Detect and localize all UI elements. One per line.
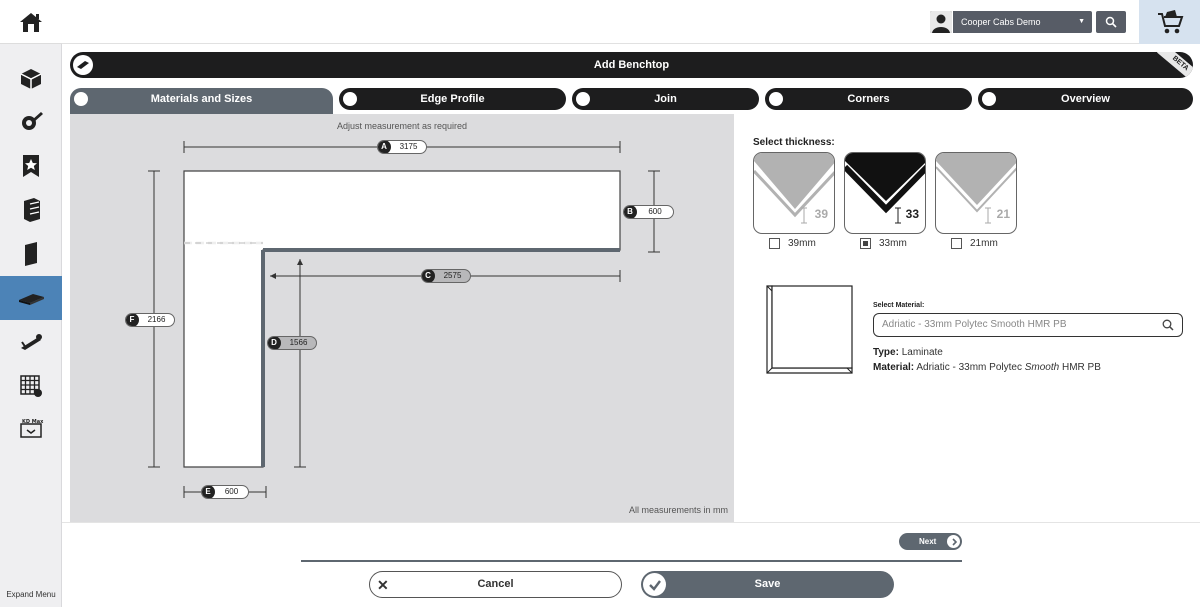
- top-header: [62, 0, 1200, 44]
- sidebar-item-benchtops[interactable]: [0, 276, 62, 320]
- sidebar-item-box[interactable]: [0, 56, 62, 100]
- close-icon: ✕: [377, 577, 389, 593]
- next-label: Next: [919, 537, 937, 546]
- thickness-option-39[interactable]: [769, 238, 816, 249]
- tab-label: Corners: [847, 93, 890, 105]
- material-name-value-post: HMR PB: [1061, 362, 1101, 373]
- chevron-right-icon: [947, 535, 960, 548]
- user-name: Cooper Cabs Demo: [961, 17, 1041, 27]
- tab-edge-profile[interactable]: [339, 88, 566, 110]
- hardware-icon: [17, 330, 45, 354]
- tab-label: Materials and Sizes: [150, 93, 253, 105]
- user-avatar: [930, 11, 952, 33]
- sidebar-item-favourites[interactable]: [0, 144, 62, 188]
- material-type-label: Type:: [873, 347, 899, 358]
- sidebar-item-kd-max[interactable]: [0, 408, 62, 452]
- page-title: Add Benchtop: [593, 59, 670, 71]
- thickness-card-21[interactable]: [935, 152, 1017, 234]
- checkbox-33[interactable]: [860, 238, 871, 249]
- thickness-card-39[interactable]: [753, 152, 835, 234]
- cart-button[interactable]: [1139, 0, 1200, 44]
- header-search-button[interactable]: [1096, 11, 1126, 33]
- tab-label: Join: [654, 93, 677, 105]
- tab-materials-and-sizes[interactable]: [70, 88, 333, 114]
- box-icon: [18, 66, 44, 90]
- thickness-option-label: 39mm: [788, 238, 816, 249]
- dimension-letter: D: [267, 336, 281, 350]
- chevron-down-icon: ▼: [1078, 18, 1085, 25]
- material-name-value-em: Smooth: [1024, 362, 1060, 373]
- tools-icon: [18, 110, 44, 134]
- thickness-number: 39: [814, 207, 828, 221]
- eye-icon: [982, 92, 996, 106]
- material-name: [873, 362, 1101, 373]
- thickness-21-icon: [936, 153, 1017, 234]
- sidebar-item-doors[interactable]: [0, 232, 62, 276]
- material-input-value: Adriatic - 33mm Polytec Smooth HMR PB: [882, 319, 1067, 330]
- user-icon: [930, 11, 952, 33]
- edge-profile-icon: [343, 92, 357, 106]
- checkbox-21[interactable]: [951, 238, 962, 249]
- sidebar-item-hardware[interactable]: [0, 320, 62, 364]
- tab-join[interactable]: [572, 88, 759, 110]
- save-label: Save: [754, 578, 781, 590]
- svg-text:KD Max: KD Max: [22, 419, 44, 425]
- search-icon: [1105, 16, 1117, 28]
- dimension-value: 1566: [289, 338, 308, 347]
- cabinet-drawers-icon: [18, 197, 44, 223]
- cancel-label: Cancel: [477, 578, 514, 590]
- dimension-letter: B: [623, 205, 637, 219]
- material-type-value: Laminate: [901, 347, 943, 358]
- sidebar: [0, 0, 62, 607]
- dimension-a[interactable]: [377, 140, 427, 154]
- footer-divider: [301, 560, 962, 562]
- thickness-option-label: 33mm: [879, 238, 907, 249]
- title-bar: [70, 52, 1193, 78]
- star-bookmark-icon: [18, 153, 44, 179]
- cancel-button[interactable]: [369, 571, 622, 598]
- dimension-value: 600: [648, 207, 662, 216]
- sidebar-item-tools[interactable]: [0, 100, 62, 144]
- tab-label: Overview: [1061, 93, 1110, 105]
- thickness-title: Select thickness:: [753, 137, 835, 148]
- benchtop-icon: [16, 286, 46, 310]
- select-material-label: Select Material:: [873, 302, 925, 309]
- materials-tab-icon: [74, 92, 88, 106]
- dimension-d[interactable]: [267, 336, 317, 350]
- thickness-option-label: 21mm: [970, 238, 998, 249]
- dimension-value: 2166: [147, 315, 166, 324]
- thickness-card-33[interactable]: [844, 152, 926, 234]
- thickness-39-icon: [754, 153, 835, 234]
- join-icon: [576, 92, 590, 106]
- thickness-number: 21: [996, 207, 1010, 221]
- benchtop-shape: [184, 171, 620, 467]
- units-note: All measurements in mm: [628, 505, 728, 515]
- save-button[interactable]: [641, 571, 894, 598]
- checkbox-39[interactable]: [769, 238, 780, 249]
- dimension-b[interactable]: [623, 205, 674, 219]
- dimension-letter: F: [125, 313, 139, 327]
- dimension-c[interactable]: [421, 269, 471, 283]
- door-panel-icon: [18, 241, 44, 267]
- thickness-33-icon: [845, 153, 926, 234]
- user-account-select[interactable]: [953, 11, 1092, 33]
- expand-menu-button[interactable]: Expand Menu: [6, 590, 56, 599]
- next-button[interactable]: [899, 533, 962, 550]
- search-icon[interactable]: [1162, 319, 1174, 331]
- dimension-value: 3175: [399, 142, 418, 151]
- canvas-hint: Adjust measurement as required: [336, 121, 468, 131]
- benchtop-canvas: [70, 114, 734, 522]
- material-name-value-pre: Adriatic - 33mm Polytec: [916, 362, 1022, 373]
- divider: [62, 522, 1200, 523]
- check-icon: [643, 573, 666, 596]
- grid-icon: [18, 373, 44, 399]
- sidebar-item-grid[interactable]: [0, 364, 62, 408]
- material-name-label: Material:: [873, 362, 915, 373]
- home-button[interactable]: [0, 0, 62, 44]
- dimension-f[interactable]: [125, 313, 175, 327]
- material-preview: [764, 284, 854, 374]
- dimension-value: 2575: [443, 271, 462, 280]
- tab-corners[interactable]: [765, 88, 972, 110]
- tab-overview[interactable]: [978, 88, 1193, 110]
- sidebar-item-cabinets[interactable]: [0, 188, 62, 232]
- thickness-number: 33: [905, 207, 919, 221]
- beta-badge: BETA: [1157, 52, 1193, 78]
- dimension-e[interactable]: [201, 485, 249, 499]
- thickness-option-21[interactable]: [951, 238, 998, 249]
- home-icon: [18, 10, 44, 34]
- material-type: [873, 347, 943, 358]
- material-search-input[interactable]: [873, 313, 1183, 337]
- dimension-value: 600: [224, 487, 239, 496]
- dimension-letter: C: [421, 269, 435, 283]
- corners-icon: [769, 92, 783, 106]
- tab-label: Edge Profile: [420, 93, 485, 105]
- kd-max-icon: [18, 418, 44, 442]
- thickness-option-33[interactable]: [860, 238, 907, 249]
- cart-icon: [1155, 8, 1185, 36]
- dimension-letter: A: [377, 140, 391, 154]
- dimension-letter: E: [201, 485, 215, 499]
